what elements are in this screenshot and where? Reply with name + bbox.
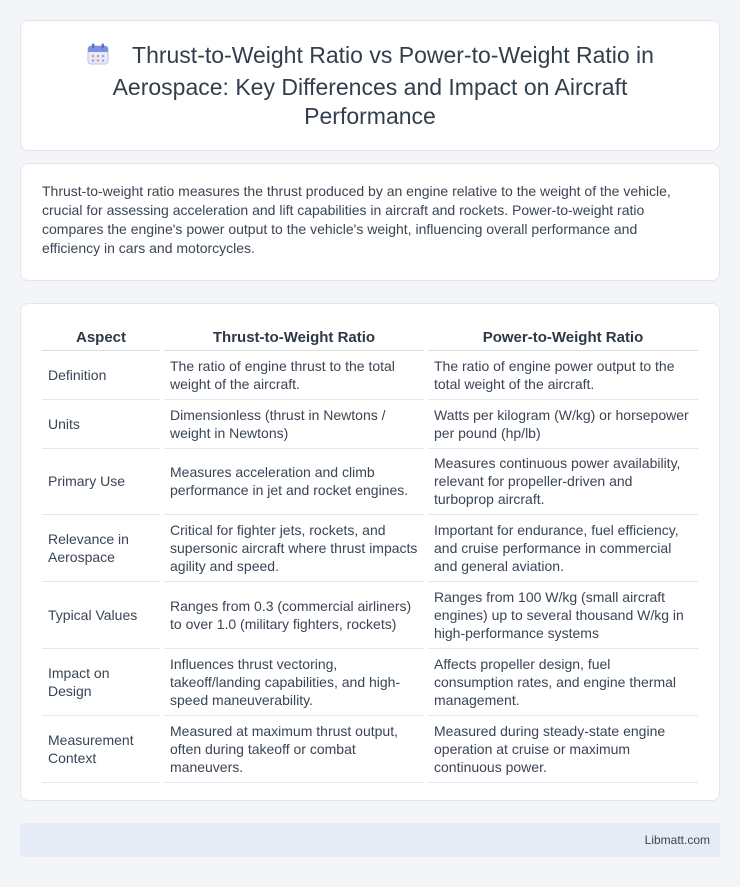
row-thrust: Measures acceleration and climb performance in jet and rocket engines. bbox=[162, 448, 426, 514]
page-title bbox=[61, 41, 679, 131]
row-thrust: Dimensionless (thrust in Newtons / weight in Newtons) bbox=[162, 399, 426, 448]
row-power: Important for endurance, fuel efficiency, and cruise performance in commercial and general aviation. bbox=[426, 514, 698, 581]
calendar-icon bbox=[86, 42, 110, 73]
page-title-text: Thrust-to-Weight Ratio vs Power-to-Weight Ratio in Aerospace: Key Differences and Impact on Aircraft Performance bbox=[112, 41, 654, 129]
header-power-to-weight: Power-to-Weight Ratio bbox=[426, 324, 698, 350]
row-aspect: Primary Use bbox=[42, 448, 162, 514]
row-power: Affects propeller design, fuel consumption rates, and engine thermal management. bbox=[426, 648, 698, 715]
footer bbox=[20, 823, 720, 857]
title-card bbox=[20, 20, 720, 151]
row-thrust: Critical for fighter jets, rockets, and supersonic aircraft where thrust impacts agility and speed. bbox=[162, 514, 426, 581]
row-power: The ratio of engine power output to the total weight of the aircraft. bbox=[426, 350, 698, 399]
row-aspect: Units bbox=[42, 399, 162, 448]
row-aspect: Impact on Design bbox=[42, 648, 162, 715]
row-thrust: Influences thrust vectoring, takeoff/landing capabilities, and high-speed maneuverability. bbox=[162, 648, 426, 715]
row-aspect: Typical Values bbox=[42, 581, 162, 648]
table-row bbox=[42, 514, 698, 581]
row-power: Measured during steady-state engine operation at cruise or maximum continuous power. bbox=[426, 715, 698, 782]
row-aspect: Relevance in Aerospace bbox=[42, 514, 162, 581]
table-row bbox=[42, 350, 698, 399]
table-row bbox=[42, 581, 698, 648]
comparison-card bbox=[20, 303, 720, 801]
footer-brand: Libmatt.com bbox=[644, 833, 710, 847]
intro-paragraph: Thrust-to-weight ratio measures the thrust produced by an engine relative to the weight of the vehicle, crucial for assessing acceleration and lift capabilities in aircraft and rockets. Power-to-weight ratio compares the engine's power output to the vehicle's weight, influencing overall performance and efficiency in cars and motorcycles. bbox=[42, 183, 671, 256]
comparison-table bbox=[42, 324, 698, 783]
table-row bbox=[42, 448, 698, 514]
row-power: Measures continuous power availability, relevant for propeller-driven and turboprop aircraft. bbox=[426, 448, 698, 514]
row-thrust: The ratio of engine thrust to the total weight of the aircraft. bbox=[162, 350, 426, 399]
header-aspect: Aspect bbox=[42, 324, 162, 350]
table-row bbox=[42, 715, 698, 782]
table-row bbox=[42, 648, 698, 715]
table-header-row bbox=[42, 324, 698, 350]
table-row bbox=[42, 399, 698, 448]
row-thrust: Ranges from 0.3 (commercial airliners) to over 1.0 (military fighters, rockets) bbox=[162, 581, 426, 648]
row-thrust: Measured at maximum thrust output, often during takeoff or combat maneuvers. bbox=[162, 715, 426, 782]
row-aspect: Definition bbox=[42, 350, 162, 399]
row-aspect: Measurement Context bbox=[42, 715, 162, 782]
header-thrust-to-weight: Thrust-to-Weight Ratio bbox=[162, 324, 426, 350]
intro-card bbox=[20, 163, 720, 281]
row-power: Watts per kilogram (W/kg) or horsepower per pound (hp/lb) bbox=[426, 399, 698, 448]
row-power: Ranges from 100 W/kg (small aircraft engines) up to several thousand W/kg in high-performance systems bbox=[426, 581, 698, 648]
